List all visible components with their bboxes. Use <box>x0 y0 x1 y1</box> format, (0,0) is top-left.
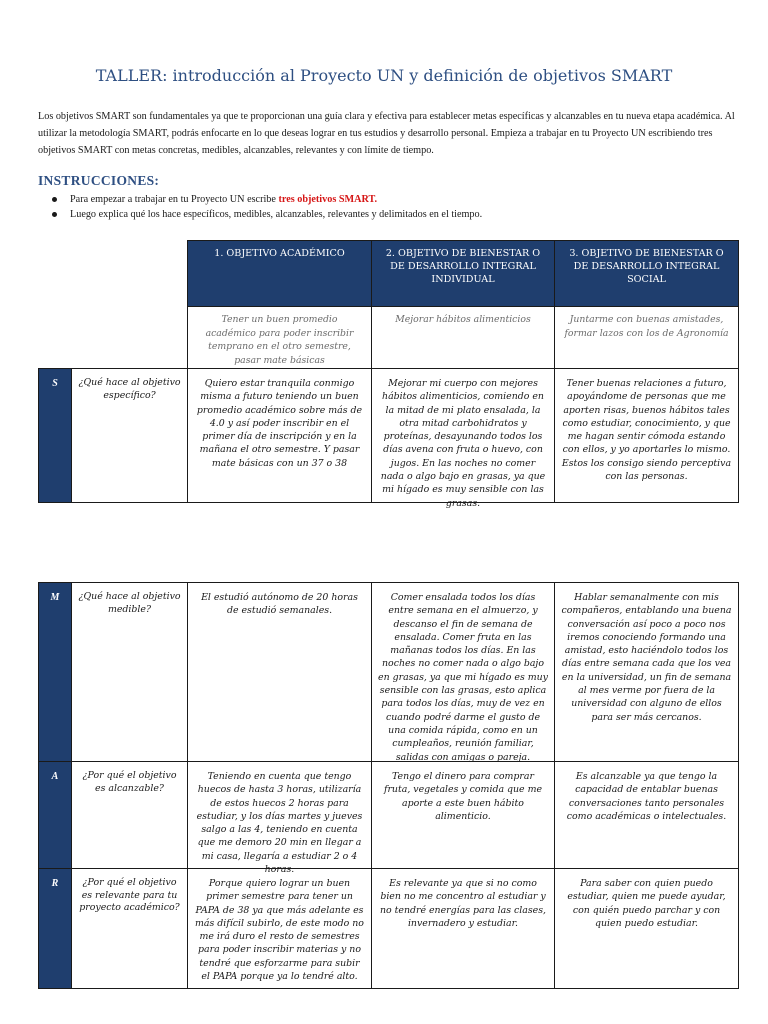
header-objetivo-academico: 1. OBJETIVO ACADÉMICO <box>187 240 372 307</box>
row-letter-a: A <box>38 761 72 869</box>
instructions-list <box>50 192 740 222</box>
answer-s-social: Tener buenas relaciones a futuro, apoyándome de personas que me aporten risas, buenos hábitos tales como estudiar, conocimiento, y que me hagan sentir cómoda estando con ellos, y yo aportarles lo mismo. Estos los consigo siendo perceptiva con las personas. <box>554 368 739 503</box>
answer-m-individual: Comer ensalada todos los días entre semana en el almuerzo, y descanso el fin de semana de ensalada. Comer fruta en las mañanas todos los días. En las noches no comer nada o algo bajo en grasas, ya que mi hígado es muy sensible con las grasas, esto aplica para todos los días, muy de vez en cuando podré darme el gusto de una comida rápida, como en un cumpleaños, reunión familiar, salidas con amigas o pareja. <box>371 582 555 762</box>
page-title: TALLER: introducción al Proyecto UN y definición de objetivos SMART <box>95 66 673 85</box>
bullet-icon <box>52 197 57 202</box>
row-question-r: ¿Por qué el objetivo es relevante para tu proyecto académico? <box>71 868 188 989</box>
row-question-a: ¿Por qué el objetivo es alcanzable? <box>71 761 188 869</box>
instruction-item <box>50 192 740 207</box>
row-question-s: ¿Qué hace al objetivo específico? <box>71 368 188 503</box>
instructions-heading: INSTRUCCIONES: <box>38 173 160 188</box>
answer-m-academic: El estudió autónomo de 20 horas de estudió semanales. <box>187 582 372 762</box>
answer-r-academic: Porque quiero lograr un buen primer semestre para tener un PAPA de 38 ya que más adelante es más difícil subirlo, de este modo no me irá duro el resto de semestres para poder inscribir materias y no tendré que esforzarme para subir el PAPA porque ya lo tendré alto. <box>187 868 372 989</box>
objective-individual: Mejorar hábitos alimenticios <box>371 306 555 369</box>
row-question-m: ¿Qué hace al objetivo medible? <box>71 582 188 762</box>
objective-academic: Tener un buen promedio académico para poder inscribir temprano en el otro semestre, pasar mate básicas <box>187 306 372 369</box>
instruction-item <box>50 207 740 222</box>
row-letter-r: R <box>38 868 72 989</box>
instruction-text: Para empezar a trabajar en tu Proyecto UN escribe <box>70 194 279 205</box>
row-letter-s: S <box>38 368 72 503</box>
header-objetivo-individual: 2. OBJETIVO DE BIENESTAR O DE DESARROLLO INTEGRAL INDIVIDUAL <box>371 240 555 307</box>
instruction-text: Luego explica qué los hace específicos, medibles, alcanzables, relevantes y delimitados en el tiempo. <box>70 209 483 220</box>
objective-social: Juntarme con buenas amistades, formar lazos con los de Agronomía <box>554 306 739 369</box>
answer-m-social: Hablar semanalmente con mis compañeros, entablando una buena conversación así poco a poco nos iremos conociendo formando una amistad, esto haciéndolo todos los días entre semana cada que los vea en la universidad, un fin de semana al mes verme por fuera de la universidad con alguno de ellos para ser más cercanos. <box>554 582 739 762</box>
answer-a-social: Es alcanzable ya que tengo la capacidad de entablar buenas conversaciones tanto personales como académicas o intelectuales. <box>554 761 739 869</box>
row-letter-m: M <box>38 582 72 762</box>
answer-s-individual: Mejorar mi cuerpo con mejores hábitos alimenticios, comiendo en la mitad de mi plato ensalada, la otra mitad carbohidratos y proteínas, desayunando todos los días avena con fruta o huevo, con jugos. En las noches no comer nada o algo bajo en grasas, ya que mi hígado es muy sensible con las grasas. <box>371 368 555 503</box>
answer-s-academic: Quiero estar tranquila conmigo misma a futuro teniendo un buen promedio académico sobre más de 4.0 y así poder inscribir en el primer día de inscripción y en la mañana el otro semestre. Y pasar mate básicas con un 37 o 38 <box>187 368 372 503</box>
answer-a-individual: Tengo el dinero para comprar fruta, vegetales y comida que me aporte a este buen hábito alimenticio. <box>371 761 555 869</box>
bullet-icon <box>52 212 57 217</box>
answer-r-social: Para saber con quien puedo estudiar, quien me puede ayudar, con quién puedo parchar y con quien puedo estudiar. <box>554 868 739 989</box>
answer-a-academic: Teniendo en cuenta que tengo huecos de hasta 3 horas, utilizaría de estos huecos 2 horas para estudiar, y los días martes y jueves salgo a las 4, teniendo en cuenta que me demoro 20 min en llegar a mi casa, llegaría a estudiar 2 o 4 horas. <box>187 761 372 869</box>
answer-r-individual: Es relevante ya que si no como bien no me concentro al estudiar y no tendré energías para las clases, invernadero y estudiar. <box>371 868 555 989</box>
intro-paragraph: Los objetivos SMART son fundamentales ya que te proporcionan una guía clara y efectiva para establecer metas específicas y alcanzables en tu nueva etapa académica. Al utilizar la metodología SMART, podrás enfocarte en lo que deseas lograr en tus estudios y desarrollo personal. Empieza a trabajar en tu Proyecto UN escribiendo tres objetivos SMART con metas concretas, medibles, alcanzables, relevantes y con límite de tiempo. <box>38 111 735 156</box>
instruction-highlight: tres objetivos SMART. <box>278 194 378 205</box>
header-objetivo-social: 3. OBJETIVO DE BIENESTAR O DE DESARROLLO INTEGRAL SOCIAL <box>554 240 739 307</box>
